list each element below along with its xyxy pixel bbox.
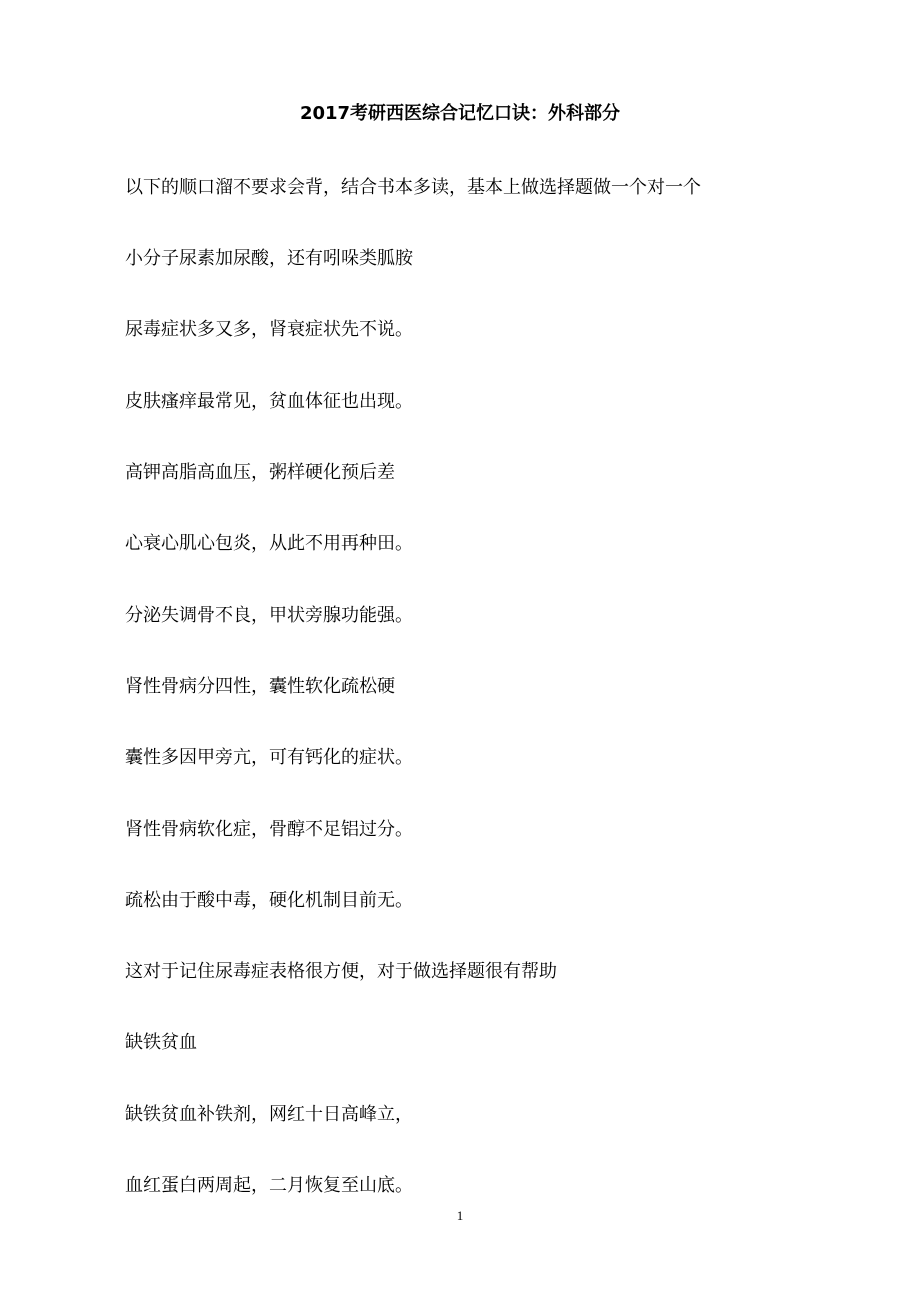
paragraph: 高钾高脂高血压，粥样硬化预后差 (125, 462, 395, 483)
paragraph: 囊性多因甲旁亢，可有钙化的症状。 (125, 747, 413, 768)
paragraph: 血红蛋白两周起，二月恢复至山底。 (125, 1175, 413, 1196)
paragraph: 皮肤瘙痒最常见，贫血体征也出现。 (125, 391, 413, 412)
paragraph: 分泌失调骨不良，甲状旁腺功能强。 (125, 605, 413, 626)
document-title: 2017考研西医综合记忆口诀：外科部分 (299, 103, 621, 124)
paragraph: 肾性骨病软化症，骨醇不足铝过分。 (125, 819, 413, 840)
paragraph: 尿毒症状多又多，肾衰症状先不说。 (125, 319, 413, 340)
paragraph: 缺铁贫血补铁剂，网红十日高峰立， (125, 1104, 413, 1125)
page-number: 1 (456, 1208, 464, 1223)
paragraph: 肾性骨病分四性，囊性软化疏松硬 (125, 676, 395, 697)
paragraph: 小分子尿素加尿酸，还有吲哚类胍胺 (125, 248, 413, 269)
section-heading: 缺铁贫血 (125, 1032, 197, 1053)
paragraph: 这对于记住尿毒症表格很方便，对于做选择题很有帮助 (125, 961, 557, 982)
paragraph: 疏松由于酸中毒，硬化机制目前无。 (125, 890, 413, 911)
paragraph: 以下的顺口溜不要求会背，结合书本多读，基本上做选择题做一个对一个 (125, 177, 701, 198)
paragraph: 心衰心肌心包炎，从此不用再种田。 (125, 533, 413, 554)
